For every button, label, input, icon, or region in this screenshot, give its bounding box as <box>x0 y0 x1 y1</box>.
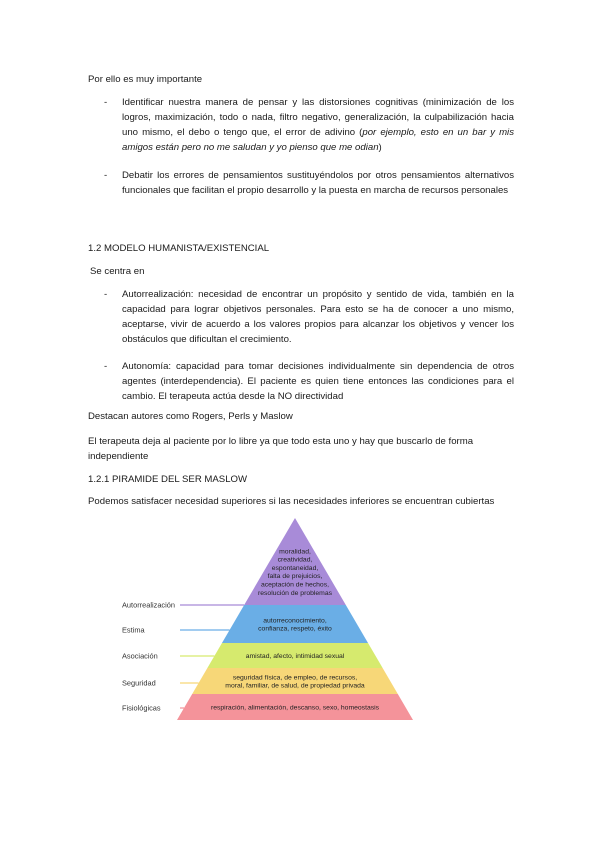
pyramid-level-text: moralidad, <box>279 548 311 556</box>
bullet-dash: - <box>104 97 108 108</box>
pyramid-side-label: Fisiológicas <box>122 703 161 713</box>
section-heading-1-2: 1.2 MODELO HUMANISTA/EXISTENCIAL <box>88 243 270 254</box>
se-centra-text: Se centra en <box>90 266 145 277</box>
pyramid-level-text: moral, familiar, de salud, de propiedad privada <box>225 682 365 690</box>
autores-text: Destacan autores como Rogers, Perls y Maslow <box>88 411 293 422</box>
bullet-dash: - <box>104 170 108 181</box>
pyramid-side-label: Autorrealización <box>122 600 175 610</box>
bullet-distorsiones-tail: ) <box>378 142 382 153</box>
maslow-pyramid-svg <box>120 513 432 725</box>
terapeuta-text: El terapeuta deja al paciente por lo libre ya que todo esta uno y hay que buscarlo de forma independiente <box>88 436 474 462</box>
bullet-distorsiones <box>122 95 514 155</box>
bullet-autonomia: Autonomía: capacidad para tomar decisiones individualmente sin dependencia de otros agentes (interdependencia). El paciente es quien tiene entonces las condiciones para el cambio. El terapeuta actúa desde la NO directividad <box>122 361 514 402</box>
pyramid-side-label: Seguridad <box>122 678 156 688</box>
bullet-distorsiones-text: Identificar nuestra manera de pensar y las distorsiones cognitivas (minimización de los logros, maximización, todo o nada, filtro negativo, generalización, la culpabilización hacia uno mismo, el debo o tengo que, el error de adivino ( <box>122 97 514 138</box>
pyramid-level-text: falta de prejuicios, <box>267 573 323 581</box>
intro-text: Por ello es muy importante <box>88 74 203 85</box>
bullet-distorsiones-example: por ejemplo, esto en un bar y mis amigos están pero no me saludan y yo pienso que me odian <box>122 127 514 153</box>
bullet-dash: - <box>104 361 108 372</box>
podemos-text: Podemos satisfacer necesidad superiores si las necesidades inferiores se encuentran cubiertas <box>88 496 495 507</box>
bullet-debatir: Debatir los errores de pensamientos sustituyéndolos por otros pensamientos alternativos funcionales que facilitan el propio desarrollo y la puesta en marcha de recursos personales <box>122 170 514 196</box>
pyramid-level-text: confianza, respeto, éxito <box>258 625 332 633</box>
pyramid-level-text: aceptación de hechos, <box>260 581 330 589</box>
maslow-pyramid <box>120 513 432 725</box>
pyramid-level-text: resolución de problemas <box>257 589 333 597</box>
pyramid-level-text: seguridad física, de empleo, de recursos, <box>232 674 358 682</box>
pyramid-side-label: Asociación <box>122 651 158 661</box>
pyramid-level-text: autorreconocimiento, <box>263 617 327 625</box>
bullet-dash: - <box>104 289 108 300</box>
pyramid-level-text: amistad, afecto, intimidad sexual <box>245 653 345 660</box>
section-heading-1-2-1: 1.2.1 PIRAMIDE DEL SER MASLOW <box>88 474 248 485</box>
pyramid-level-text: espontaneidad, <box>271 564 319 572</box>
pyramid-level-text: creatividad, <box>277 556 313 564</box>
pyramid-side-label: Estima <box>122 625 145 635</box>
pyramid-level-text: respiración, alimentación, descanso, sexo, homeostasis <box>210 704 380 712</box>
bullet-autorrealizacion: Autorrealización: necesidad de encontrar un propósito y sentido de vida, también en la capacidad para lograr objetivos personales. Para esto se ha de conocer a uno mismo, aceptarse, vivir de acuerdo a los valores propios para alcanzar los objetivos y vencer los obstáculos que dificultan el crecimiento. <box>122 289 514 345</box>
